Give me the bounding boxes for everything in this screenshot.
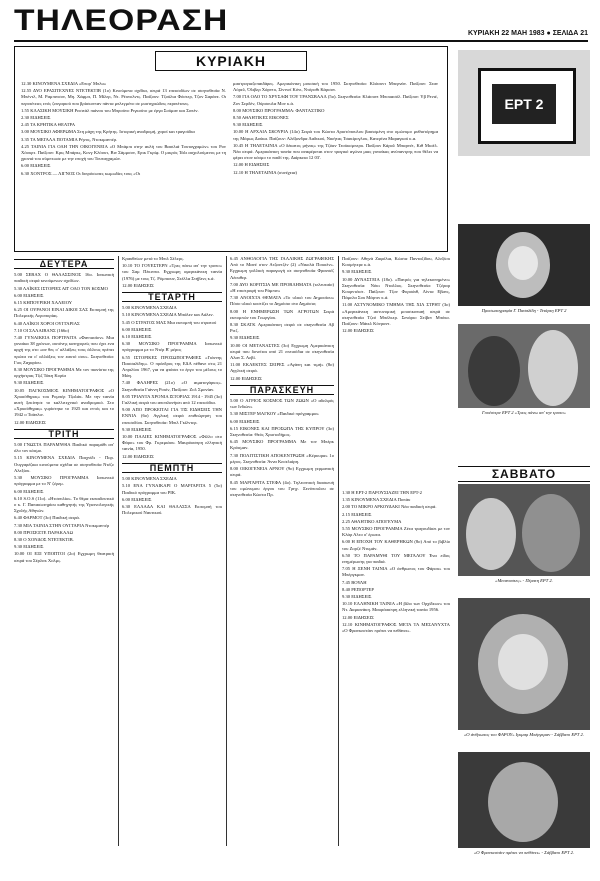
listing-entry: 5.00 ΣΕΒΑΧ Ο ΘΑΛΑΣΣΙΝΟΣ 16ο. Ιαπωνική παιδική σειρά κινούμενων σχεδίων. (14, 272, 114, 284)
column-2 (122, 256, 222, 846)
listing-entry: 2.00 ΤΟ ΜΙΚΡΟ ΑΡΚΟΥΔΑΚΙ Νέα παιδική σειρά. (342, 504, 437, 510)
thursday-cont-listings (230, 256, 334, 382)
listing-entry: 10.05 ΠΑΓΚΟΣΜΙΟΣ ΚΙΝΗΜΑΤΟΓΡΑΦΟΣ «Ο Χρυσόθηρας» του Ρομπέρ Τζαλάκ. Με την ταινία αυτή ξεκίνησε το καλλιτεχνικό αναδρομικό. Στο «Χρυσόθηρας» γυρίστηκε το 1925 και εντός και το 1942 ο Τσάπλιν. (14, 387, 114, 418)
listing-entry: 6.10 S.O.S (11ο). «Ητσιπιλία». Το θέμα εκπαιδευτικό ο κ. Γ. Παπασωτηρίου καθηγητής της Υγιεινολογικής Σχολής Αθηνών. (14, 495, 114, 514)
listing-entry: 2.45 ΤΑ ΚΡΗΤΙΚΑ ΘΕΑΤΡΑ (21, 122, 76, 128)
tuesday-listings (14, 442, 114, 564)
monday-listings (14, 272, 114, 426)
listing-entry: 7.40 ΦΑΛΗΡΕΣ (21ο) «Ο αιματογάριος». Σκηνοθεσία Γιάννη Ρουίν, Παίζουν: Ζολ Σμονίαν. (122, 380, 222, 392)
wednesday-listings (122, 305, 222, 460)
listing-entry: 5.30 ΜΟΥΣΙΚΟ ΠΡΟΓΡΑΜΜΑ Ιαπωνικό πρόγραμμα με το Ν' ζέρεμ. (14, 475, 114, 487)
photo-western (458, 324, 590, 408)
sunday-box (14, 46, 448, 252)
listing-entry: 9.30 ΕΙΔΗΣΕΙΣ (230, 335, 260, 341)
listing-entry: 6.15 ΚΗΠΟΥΡΙΚΗ ΧΑΛΕΙΟΥ (14, 300, 73, 306)
listing-entry: 8.30 ΜΟΥΣΙΚΟ ΠΡΟΓΡΑΜΜΑ Με τον πιανίστα της ορχήστρας Τζιζ Τάκη Κορία (14, 367, 114, 379)
listing-entry: 12.00 Η ΕΙΔΗΣΕΙΣ (233, 162, 270, 168)
listing-entry: 6.00 Η ΕΠΟΧΗ ΤΟΥ ΚΑΘΕΡΗΚΩΝ (8ο) Από το βιβλίο του Ζορζέ Ντυμάν. (342, 539, 450, 551)
saturday-heading: ΣΑΒΒΑΤΟ (458, 466, 590, 482)
listing-entry: 6.00 ΕΙΔΗΣΕΙΣ (230, 418, 260, 424)
listing-entry: 8.05 ΤΡΙΑΝΤΑ ΧΡΟΝΙΑ ΙΣΤΟΡΙΑΣ 1914 - 1945 (3ο) Γαλλική σειρά του αποπλανήσει από 12 επεισόδια. (122, 393, 222, 406)
listing-entry: 9.30 ΕΙΔΗΣΕΙΣ (342, 594, 372, 600)
listing-entry: 10.00 Η ΑΡΧΑΙΑ ΣΚΟΥΡΙΑ (14ο) Σειρά του Κώστα Αριστόπουλου βασισμένη στο ομώνυμο μυθιστόρημα της Μάρως Δούκα. Παίζουν: Αλέξανδρα Λαδικού, Νικήτας Τσακίρογλου, Κατερίνα Μαραγκού κ.α. (233, 129, 438, 141)
listing-entry: 6.00 ΕΙΔΗΣΕΙΣ (14, 292, 44, 298)
listing-entry: 7.00 ΓΙΑ ΟΛΟ ΤΟ ΧΡΥΣΑΦΙ ΤΟΥ ΤΡΑΝΣΒΑΑΛ (5ο). Σκηνοθεσία: Κλάουντ Μπουασόλ. Παίζουν: Υβ Ρενιέ, Ζον Σερδέν, Ούρσουλα Μον κ.ά. (233, 94, 438, 106)
listing-entry: 6.00 ΕΙΔΗΣΕΙΣ (14, 488, 44, 494)
ert2-logo-photo (458, 50, 590, 156)
listing-entry: 8.00 ΠΡΟΣΕΞΤΕ ΠΑΡΑΚΑΛΩ (14, 529, 74, 535)
listing-entry: 12.55 ΔΥΟ ΕΡΑΣΙΤΕΧΝΕΣ ΝΤΕΤΕΚΤΙΒ (1ο) Κινούμενα σχέδια, σειρά 13 επεισοδίων σε σκηνοθεσία Ν. Μπέντλ, Μ. Ραμπινσον, Μη. Χάφμπ, Π. Μίλερ, Ντ. Ρέυνολντς. Παίζουν: Τζούλια Φόστερ, Τζον Σαράνε. Οι περιπέτειες ενός ζευγαριού που βρίσκονταν πάντα μπλεγμένο σε μυστηριώδεις περιπέτειες. (21, 88, 226, 106)
listing-entry: 9.30 ΕΙΔΗΣΕΙΣ (14, 544, 44, 550)
photo-passalidis (458, 224, 590, 306)
listing-entry: 7.30 ΑΝΟΙΧΤΑ ΘΕΜΑΤΑ «Το υλικό του Δημοσίου» Πόσο υλικό κοστίζει το Δημόσιο στο Δημόσιο; (230, 295, 334, 307)
caption-passalidis: Προσωπογραφία Γ. Πασαλίδη - Τετάρτη ΕΡΤ 2 (481, 308, 567, 313)
listing-entry: 6.00 ΕΙΔΗΣΕΙΣ (21, 163, 51, 169)
listing-entry: 9.30 ΕΙΔΗΣΕΙΣ (14, 380, 44, 386)
listing-entry: 10.00 ΠΑΛΙΕΣ ΚΙΝΗΜΑΤΟΓΡΑΦΟΣ «Φίλλο στο Φάρο» του Φρ. Γκρεμιάου. Μαυρόασπρη ελληνική ταινία, 1950. (122, 434, 222, 452)
listing-entry: 9.30 ΕΙΔΗΣΕΙΣ (233, 122, 263, 128)
ert2-logo: ΕΡΤ 2 (492, 84, 556, 124)
listing-entry: 2.30 ΕΙΔΗΣΕΙΣ (21, 115, 51, 121)
listing-entry: 6.45 ΜΟΥΣΙΚΟ ΠΡΟΓΡΑΜΜΑ Με τον Μπέρκ Κρόσμαν. (230, 439, 334, 451)
listing-entry: 1.35 ΚΙΝΟΥΜΕΝΑ ΣΧΕΔΙΑ Ποπάυ (342, 497, 411, 503)
wednesday-heading: ΤΕΤΑΡΤΗ (122, 292, 222, 302)
column-rule (338, 256, 339, 846)
masthead (14, 6, 588, 42)
friday-heading: ΠΑΡΑΣΚΕΥΗ (230, 385, 334, 395)
listing-entry: 9.30 ΕΙΔΗΣΕΙΣ (122, 426, 152, 432)
listing-entry: 6.30 ΜΟΥΣΙΚΟ ΠΡΟΓΡΑΜΜΑ Ιαπωνικό πρόγραμμα με το Ντέρ Β' μέρος (122, 341, 222, 353)
listing-entry: 2.15 ΕΙΔΗΣΕΙΣ (342, 511, 372, 517)
listing-entry: μαστρογιαζοπαιδάρες. Αμερικάνικη μουσική του 1950. Σκηνοθεσία: Κλάουντ Μπερνάν. Παίζουν: Σταν Λόρελ, Όλιβερ Χάρντυ, Σίντνεϊ Κόνι, Ντόροθι Κάρσον. (233, 81, 438, 93)
listing-entry: 12.00 ΕΙΔΗΣΕΙΣ (122, 453, 154, 459)
thursday-listings (122, 476, 222, 516)
listing-entry: 10.45 Η ΤΗΛΕΤΑΙΝΙΑ «Ο δέκατος μήνας» της Τζόαν Τεούκσμπερυ. Παίζουν Κάρολ Μπαρνέτ, Κιθ Μισέλ. Νέα σειρά. Αμερικάνικη ταινία που αναφέρεται στον τραγικό αγώνα μιας γυναίκας ανύπαντρης που θέλει να φέρει στον κόσμο το παιδί της. Διάρκεια 12 03'. (233, 142, 438, 161)
listing-entry: 6.40 ΦΑΡΜΟΤ (3ο) Παιδική σειρά. (14, 515, 80, 521)
listing-entry: 8.00 Η ΕΝΗΜΕΡΩΣΗ ΤΩΝ ΑΓΡΟΤΩΝ Σειρά εκπομπών του Γεωργίου. (230, 308, 334, 320)
listing-entry: 5.00 ΓΝΩΣΤΑ ΠΑΡΑΜΥΘΙΑ Παιδικό παραμύθι απ' όλο τον κόσμο. (14, 442, 114, 454)
friday-listings (230, 398, 334, 498)
listing-entry: 12.10 ΚΙΝΗΜΑΤΟΓΡΑΦΟΣ ΜΕΤΑ ΤΑ ΜΕΣΑΝΥΧΤΑ «Ο Φρανκεστάιν πρέπει να πεθάνει». (342, 621, 450, 634)
listing-entry: 7.00 ΔΥΟ ΚΟΡΙΤΣΙΑ ΜΕ ΠΡΟΒΛΗΜΑΤΑ (τελευταίο) «Η επιστροφή του Ράμπιν» (230, 281, 334, 294)
listing-entry: 7.30 ΜΙΑ ΤΑΙΝΙΑ ΣΤΗΝ ΟΥΓΓΑΡΙΑ Ντοκιμαντέρ (14, 522, 110, 528)
listing-entry: 2.25 ΑΘΛΗΤΙΚΟ ΑΠΟΓΕΥΜΑ (342, 518, 402, 524)
listing-entry: 5.00 Ο ΑΓΡΙΟΣ ΚΟΣΜΟΣ ΤΩΝ ΖΩΩΝ «Ο αδελφός των Ινδιών» (230, 398, 334, 410)
listing-entry: 8.40 ΡΕΠΟΡΤΕΡ (342, 586, 374, 592)
listing-entry: 3.00 ΜΟΥΣΙΚΟ ΑΦΙΕΡΩΜΑ Στη μάχη της Κρήτης. Ιστορική αναδρομή, χοροί και τραγούδια (21, 129, 195, 135)
listing-entry: 4.25 ΤΑΙΝΙΑ ΓΙΑ ΟΛΗ ΤΗΝ ΟΙΚΟΓΕΝΕΙΑ «Ο Μπάμπι στην αυλή του Βασιλιά Τουταγχαμών» του Ρον Χόουρτ. Παίζουν: Κρις Μπάρκς, Κονγ Κλόουτ, Βιν Σάμμσον, Ερικ Γκρίφ. Ο μικρός Τάλι ασχολούμενος με τη χρονιά του σύμπτωσε με την εποχή του Τουταγχαμών. (21, 143, 226, 162)
listing-entry: 1.55 ΚΛΑΣΙΚΗ ΜΟΥΣΙΚΗ Ρεσιτάλ πιάνου του Μπρούνο Ριγκούτο με έργα Σούμαν και Σοπέν. (21, 107, 199, 113)
listing-entry: 7.45 ΒΟΥΛΗ (342, 579, 367, 585)
listing-entry: 6.25 ΟΙ ΟΥΡΑΝΟΙ ΕΙΝΑΙ ΔΙΚΟΙ ΣΑΣ Εκπομπή της Πολεμικής Αεροπορίας. (14, 307, 114, 319)
caption-western: Γουέστερν ΕΡΤ 2 «Τρεις πάνω απ' την τροπο» (482, 410, 566, 415)
masthead-date: ΚΥΡΙΑΚΗ 22 ΜΑΗ 1983 ● ΣΕΛΙΔΑ 21 (467, 30, 588, 37)
listing-entry: 6.45 ΑΝΘΟΛΟΓΙΑ ΤΗΣ ΓΑΛΛΙΚΗΣ ΖΩΓΡΑΦΙΚΗΣ Από το Μανέ στον Ατζαντζέν (2) «Νικολά Πουσέν». Εγχρωμη γαλλική παραγωγή σε σκηνοθεσία Φρανσέζ Λέουθερ. (230, 256, 334, 280)
listing-entry: 7.40 ΓΥΝΑΙΚΕΙΑ ΠΟΡΤΡΑΙΤΑ «Φαντασίον» Μια γυναίκα 38 χρόνων, αυτόνης κατηγορείς που έχει ενα αρχή της στο «αν θες ο' αλλάξεις τους άλλους πρέπει πρώτα να ο' αλλάξεις τον εαυτό σου». Σκηνοθεσία: Γιος Ζαχαρίου. (14, 335, 114, 365)
listing-entry: 12.10 Η ΤΗΛΕΤΑΙΝΙΑ (συνέχεια) (233, 169, 297, 175)
caption-frankenstein: «Ο Φρανκεστάιν πρέπει να πεθάνει» - Σάββατο ΕΡΤ 2. (473, 850, 575, 855)
listing-entry: 6.15 ΕΙΚΟΝΕΣ ΚΑΙ ΠΡΟΣΩΠΑ ΤΗΣ ΚΥΠΡΟΥ (3ο) Σκηνοθεσία: Θεός Χριστοδήμος. (230, 425, 334, 438)
listing-entry: 7.05 Η ΞΕΝΗ ΤΑΙΝΙΑ «Ο άνθρωπος του Φάρου» του Μπέργκμαν. (342, 566, 450, 578)
caption-metanastes: «Μεταναστες» - Πέμπτη ΕΡΤ 2. (495, 578, 553, 583)
listing-entry: Κραυθείων μετά το Μπιλ Σέλερς. (122, 256, 185, 261)
column-4-top (342, 256, 450, 466)
listing-entry: 12.00 ΕΙΔΗΣΕΙΣ (230, 375, 262, 381)
tuesday-heading: ΤΡΙΤΗ (14, 429, 114, 439)
page-title: ΤΗΛΕΟΡΑΣΗ (14, 4, 229, 37)
listing-entry: 12.00 ΕΙΔΗΣΕΙΣ (342, 328, 374, 334)
listing-entry: 8.50 ΑΘΛΗΤΙΚΕΣ ΕΙΚΟΝΕΣ (233, 115, 289, 121)
listing-entry: 8.30 Ο ΧΟΝΔΟΣ ΝΤΕΤΕΚΤΙΒ. (14, 536, 74, 542)
listing-entry: 5.45 Ο ΣΤΡΑΤΟΣ ΜΑΣ Μια εκπομπή του στρατού (122, 319, 217, 325)
listing-entry: 9.30 ΕΙΔΗΣΕΙΣ (342, 269, 372, 275)
listing-entry: 8.00 ΟΙΚΟΓΕΝΕΙΑ ΑΡΝΟΥ (9ο) Εγχρωμη γερμανική σειρά. (230, 466, 334, 478)
listing-entry: 6.00 ΕΙΔΗΣΕΙΣ (122, 326, 152, 332)
listing-entry: 5.00 ΚΙΝΟΥΜΕΝΑ ΣΧΕΔΙΑ (122, 476, 177, 482)
listing-entry: 3.35 ΤΑ ΜΕΓΑΛΑ ΠΟΤΑΜΙΑ Ρήνος, Ντοκιμαντέρ. (21, 136, 118, 142)
listing-entry: 10.10 ΕΛΛΗΝΙΚΗ ΤΑΙΝΙΑ «Η βίλα των Ορχίδεων» του Ντ. Δαμιανάκη. Μαυρόασπρη ελληνική ταινία 1956. (342, 601, 450, 613)
listing-entry: 5.15 ΚΙΝΟΥΜΕΝΑ ΣΧΕΔΙΑ Παιχνίδι - Πορ. Ουγγαρέζικα κινούμενα σχέδια σε σκηνοθεσία Ντέζε Αλεξίου. (14, 455, 114, 473)
listing-entry: 10.00 ΟΙ ΜΕΤΑΝΑΣΤΕΣ (3ο) Εγχρωμη Αμερικάνικη σειρά που δονείται από 21 επεισόδια σε σκηνοθεσία Αλαν Σ. Αεβί. (230, 342, 334, 361)
listing-entry: 7.10 ΟΙ ΣΑΛΑΙΒΑΝΣ (166ο) (14, 327, 70, 333)
listing-entry: 5.10 ΕΝΑ ΓΥΝΑΙΚΑΡΙ Ο ΜΑΡΓΑΡΙΤΑ 5 (5ο) Παιδικό πρόγραμμα του ΡΙΚ. (122, 483, 222, 495)
listing-entry: 6.30 ΧΟΝΤΡΟΣ — ΛΙΓΝΟΣ Οι διπρόσωπες κωμωδίες τους «Οι (21, 170, 141, 176)
photo-metanastes (458, 484, 590, 576)
column-3 (230, 256, 334, 846)
column-4-saturday (342, 490, 450, 850)
caption-lighthouse: «Ο άνθρωπος του ΦΑΡΟΥ» Ιγκμαρ Μπέργκμαν - Σάββατο ΕΡΤ 2. (463, 732, 584, 737)
listing-entry: 5.10 ΚΙΝΟΥΜΕΝΑ ΣΧΕΔΙΑ Μπάλεν και Αάλεν. (122, 312, 214, 318)
column-rule (226, 256, 227, 846)
listing-entry: 5.30 ΛΑΪΚΕΣ ΙΣΤΟΡΙΕΣ ΑΠ' ΟΛΟ ΤΟΝ ΚΟΣΜΟ (14, 285, 108, 291)
listing-entry: 5.55 ΜΟΥΣΙΚΟ ΠΡΟΓΡΑΜΜΑ Ζέτα τραγουδίσει με τον Κλάρ Αλτο σ' έρωτα. (342, 526, 450, 538)
listing-entry: 6.10 ΕΙΔΗΣΕΙΣ (122, 334, 152, 340)
listing-entry: 10.00 ΔΥΝΑΣΤΕΙΑ (18ο). «Πατρός για τηλεκοπημένο» Σκηνοθεσία: Νόκι Νταλλας. Σκηνοθεσία: Τζέραρ Κουρντέιστ. Παίζουν: Τζον Φορσάιθ, Λίντα Εβανς, Πάμελα Σου Μάρτιν κ.ά. (342, 276, 450, 301)
listing-entry: 12.00 ΕΙΔΗΣΕΙΣ (342, 614, 374, 620)
listing-entry: 5.00 ΚΙΝΟΥΜΕΝΑ ΣΧΕΔΙΑ (122, 305, 177, 311)
listing-entry: 7.30 ΠΟΛΙΤΙΣΤΙΚΗ ΑΠΟΚΕΝΤΡΩΣΗ «Κέρκυρα» 1ο μέρος. Σκηνοθεσία: Άννα Κεσελιάρη. (230, 452, 334, 464)
listing-entry: 12.30 ΚΙΝΟΥΜΕΝΑ ΣΧΕΔΙΑ «Επορ' Μπλυ» (21, 81, 107, 86)
photo-lighthouse (458, 598, 590, 730)
listing-entry: 11.00 ΕΚΛΕΚΤΕΣ ΣΕΙΡΕΣ «Αγάπη και τιμή» (8ο) Αγγλική σειρά. (230, 362, 334, 374)
column-rule (118, 256, 119, 846)
listing-entry: 10.10 ΤΟ ΓΟΥΕΣΤΕΡΝ «Τρες πάνω απ' την τροπο» του Σαμ Πέκινπα. Εγχρωμη αμερικάνικη ταινία (1976) με τους Τζ. Ρόμπιουν, Στέλλα Στήβενς κ.ά. (122, 263, 222, 281)
listing-entry: Παίζουν: Αθηνά Ζαφόλια, Κώστα Πανταζίδου, Αλεξίου Κοσμήτερε κ.ά. (342, 256, 450, 268)
listing-entry: 9.00 ΑΠΟ ΠΡΟΚΕΙΤΑΙ ΓΙΑ ΤΙΣ ΕΙΔΗΣΕΙΣ ΤΗΝ ΕΝΝΙΑ (6ο) Αγγλική σειρά επιθεώρηση του επεισοδίου. Σκηνοθεσία: Μπιλ Γκίλντερ. (122, 407, 222, 425)
sunday-left-column (21, 81, 226, 249)
listing-entry: 12.00 ΕΙΔΗΣΕΙΣ (122, 282, 154, 288)
sunday-right-column (233, 81, 438, 249)
listing-entry: 12.00 ΕΙΔΗΣΕΙΣ (14, 419, 46, 425)
tuesday-cont-listings (122, 256, 222, 289)
listing-entry: 1.30 Η ΕΡΤ-2 ΠΑΡΟΥΣΙΑΖΕΙ ΤΗΝ ΕΡΤ-2 (342, 490, 422, 495)
listing-entry: 6.40 ΛΑΪΚΟΙ ΧΟΡΟΙ ΟΥΓΓΑΡΙΑΣ (14, 320, 80, 326)
listing-entry: 6.50 ΤΟ ΠΑΡΑΜΥΘΙ ΤΟΥ ΜΕΓΑΛΟΥ Ένα είδος ενημέρωσης για παιδιά. (342, 552, 450, 565)
listing-entry: 8.45 ΜΑΡΓΑΡΙΤΑ ΣΤΕΦΑ (4ο). Τηλεοπτική διασκευή του ομώνυμου έργου του Γρηγ. Ξενόπουλου σε σκηνοθεσία Κώστα Πρ. (230, 479, 334, 497)
listing-entry: 5.30 ΜΙΣΤΕΡ ΜΑΓΚΟΥ «Παιδικό πρόγραμμα» (230, 411, 319, 417)
listing-entry: 11.00 ΑΣΤΥΝΟΜΙΚΟ ΤΜΗΜΑ ΤΗΣ ΧΙΛ ΣΤΡΗΤ (3ο) «Αμερικάνικη αστυνομική μουσικοπιαή σειρά σε σκηνοθεσία Τζεό Μπέλκερ. Σενάριο Στίβεν Μπόκο. Παίζουν: Μάικλ Κόνραντ. (342, 302, 450, 327)
listing-entry: 6.55 ΙΣΤΟΡΙΚΕΣ ΠΡΟΣΩΠΟΓΡΑΦΙΕΣ «Γιάννης Πασσαλίδης». Ο πρόεδρος της ΕΔΑ πέθανε στις 21 Απριλίου 1967, για να φτάσει το έργο του μέλους το Μάη. (122, 354, 222, 379)
listing-entry: 8.00 ΜΟΥΣΙΚΟ ΠΡΟΓΡΑΜΜΑ: ΦΑΝΤΑΣΤΙΚΟ (233, 107, 325, 113)
photo-frankenstein (458, 752, 590, 848)
listing-entry: 10.00 ΟΙ ΕΞΙ ΥΠΟΠΤΟΙ (2ο) Εγχρωμη θεατρική σειρά του Σέρλοκ Χολμς. (14, 551, 114, 563)
thursday-heading: ΠΕΜΠΤΗ (122, 463, 222, 473)
listing-entry: 6.30 ΕΛΛΑΔΑ ΚΑΙ ΘΑΛΑΣΣΑ Εκπομπή του Πολεμικού Ναυτικού. (122, 503, 222, 516)
sunday-title: ΚΥΡΙΑΚΗ (155, 51, 307, 71)
monday-heading: ΔΕΥΤΕΡΑ (14, 259, 114, 269)
column-1 (14, 256, 114, 846)
listing-entry: 8.30 ΣΚΑΤΚ Αμερικάνικη σειρά σε σκηνοθεσία Αβ Ριτζ. (230, 322, 334, 334)
listing-entry: 6.00 ΕΙΔΗΣΕΙΣ (122, 496, 152, 502)
